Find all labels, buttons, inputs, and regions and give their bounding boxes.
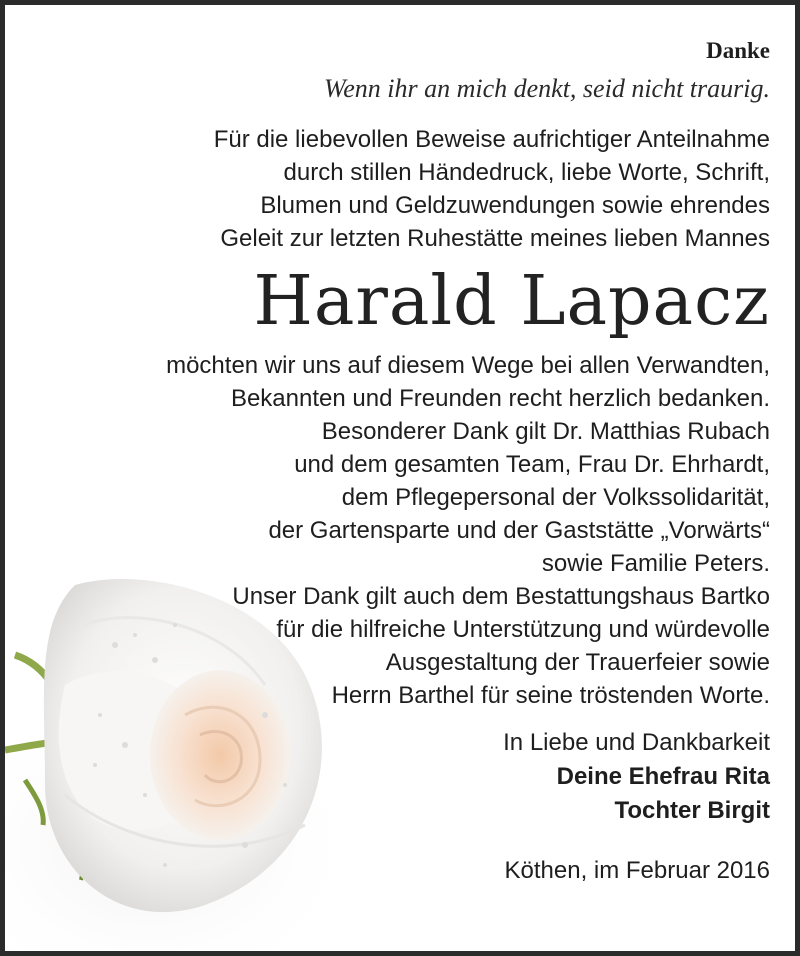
body-line: der Gartensparte und der Gaststätte „Vorwärts“ bbox=[268, 517, 770, 544]
motto: Wenn ihr an mich denkt, seid nicht traurig. bbox=[323, 74, 770, 103]
place-date: Köthen, im Februar 2016 bbox=[504, 857, 770, 884]
intro-line: Blumen und Geldzuwendungen sowie ehrendes bbox=[260, 192, 770, 219]
body-line: dem Pflegepersonal der Volkssolidarität, bbox=[341, 484, 770, 511]
obituary-text bbox=[50, 5, 770, 888]
signature: Deine Ehefrau Rita bbox=[556, 763, 770, 790]
intro-line: Für die liebevollen Beweise aufrichtiger Anteilnahme bbox=[213, 126, 770, 153]
body-line: Ausgestaltung der Trauerfeier sowie bbox=[385, 649, 770, 676]
body-line: Herrn Barthel für seine tröstenden Worte. bbox=[331, 682, 770, 709]
body-line: Besonderer Dank gilt Dr. Matthias Rubach bbox=[321, 418, 770, 445]
closing: In Liebe und Dankbarkeit bbox=[503, 729, 770, 756]
intro-line: Geleit zur letzten Ruhestätte meines lieben Mannes bbox=[220, 225, 770, 252]
body-line: für die hilfreiche Unterstützung und würdevolle bbox=[276, 616, 770, 643]
signature-block bbox=[50, 726, 770, 828]
body-line: und dem gesamten Team, Frau Dr. Ehrhardt, bbox=[294, 451, 770, 478]
body-line: Unser Dank gilt auch dem Bestattungshaus Bartko bbox=[232, 583, 770, 610]
body-paragraph bbox=[50, 349, 770, 712]
signature: Tochter Birgit bbox=[614, 797, 770, 824]
body-line: Bekannten und Freunden recht herzlich bedanken. bbox=[230, 385, 770, 412]
intro-paragraph bbox=[50, 123, 770, 255]
body-line: möchten wir uns auf diesem Wege bei allen Verwandten, bbox=[166, 352, 770, 379]
body-line: sowie Familie Peters. bbox=[541, 550, 770, 577]
intro-line: durch stillen Händedruck, liebe Worte, Schrift, bbox=[283, 159, 770, 186]
heading: Danke bbox=[706, 38, 770, 63]
deceased-name: Harald Lapacz bbox=[253, 262, 770, 341]
